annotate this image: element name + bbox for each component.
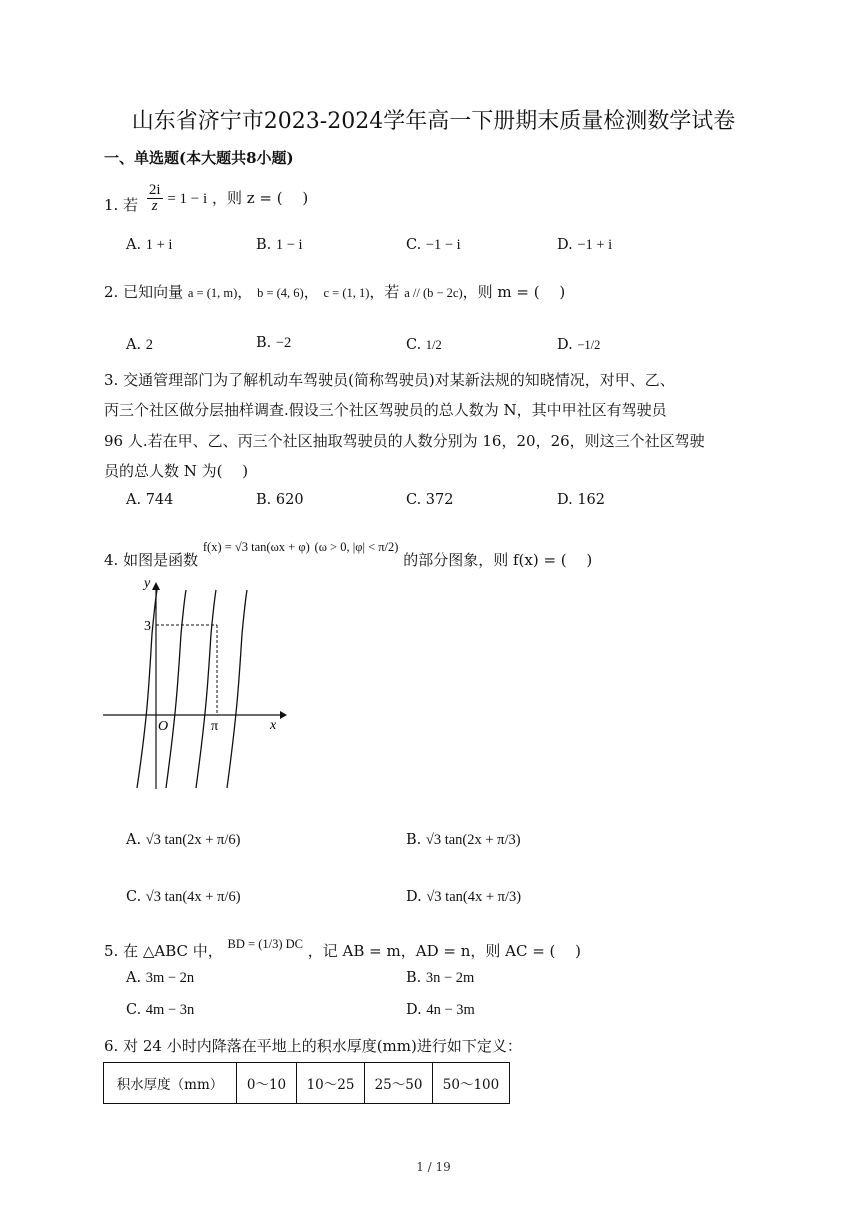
q4-option-b[interactable]: B. √3 tan(2x + π/3) <box>406 832 521 848</box>
question-5: 5. 在 △ABC 中， $^{BD = (1/3) DC}$ ，记 AB = m，AD = n，则 AC = ( ) <box>104 937 582 960</box>
q5-option-a[interactable]: A. 3m − 2n <box>126 970 195 986</box>
question-6: 6. 对 24 小时内降落在平地上的积水厚度(mm)进行如下定义： <box>104 1037 522 1055</box>
tan-branch-3 <box>196 590 219 788</box>
q1-frac-num: 2i <box>148 181 161 198</box>
q2-vec-a: a = (1, m) <box>187 286 238 300</box>
q1-fraction <box>147 183 163 216</box>
q5-option-b[interactable]: B. 3n − 2m <box>406 970 475 986</box>
y-tick-label: 3 <box>144 619 151 634</box>
q4-condition: (ω > 0, |φ| < π/2) <box>314 540 399 554</box>
q2-option-c[interactable]: C. 1/2 <box>406 337 442 353</box>
q3-line-2: 丙三个社区做分层抽样调查.假设三个社区驾驶员的总人数为 N，其中甲社区有驾驶员 <box>104 401 667 419</box>
page-title: 山东省济宁市2023-2024学年高一下册期末质量检测数学试卷 <box>131 109 736 134</box>
q3-option-b[interactable]: B. 620 <box>256 492 304 508</box>
tan-branch-2 <box>166 590 186 788</box>
q3-option-d[interactable]: D. 162 <box>557 492 606 508</box>
tangent-graph <box>100 574 290 794</box>
q3-line-3: 96 人.若在甲、乙、丙三个社区抽取驾驶员的人数分别为 16，20，26，则这三个社区驾驶 <box>104 432 705 450</box>
q2-vec-b: b = (4, 6) <box>257 286 304 300</box>
q1-option-c[interactable]: C. −1 − i <box>406 237 461 253</box>
q4-option-d[interactable]: D. √3 tan(4x + π/3) <box>406 889 522 905</box>
x-axis-arrow-icon <box>280 711 287 719</box>
x-axis-label: x <box>270 718 277 733</box>
q1-frac-den: z <box>151 198 158 215</box>
q3-line-1: 3. 交通管理部门为了解机动车驾驶员(简称驾驶员)对某新法规的知晓情况，对甲、乙、 <box>104 371 675 389</box>
q1-option-b[interactable]: B. 1 − i <box>256 237 303 253</box>
q1-tail: ，则 z = ( ) <box>211 188 309 207</box>
page-number: 1 / 19 <box>416 1160 451 1174</box>
table-cell: 0～10 <box>237 1063 297 1104</box>
q2-option-b[interactable]: B. −2 <box>256 335 292 351</box>
q3-line-4: 员的总人数 N 为( ) <box>104 462 249 480</box>
q2-vec-c: c = (1, 1) <box>323 286 370 300</box>
q1-option-a[interactable]: A. 1 + i <box>126 237 173 253</box>
table-row <box>104 1063 510 1104</box>
table-cell: 25～50 <box>365 1063 433 1104</box>
question-4: 4. 如图是函数 $^{f(x) = √3 tan(\omega x + \varphi)}$ $^{(\omega > 0, |\varphi| < \pi/2)}$ 的部分图象，则 f(x) = ( ) <box>104 540 593 569</box>
question-2: 2. 已知向量 a = (1, m)， b = (4, 6)， c = (1, 1)，若 a // (b − 2c)，则 m = ( ) <box>104 283 566 301</box>
q1-rhs: = 1 − i <box>167 190 208 207</box>
q1-number: 1. 若 <box>104 196 139 214</box>
q5-option-c[interactable]: C. 4m − 3n <box>126 1002 195 1018</box>
q5-option-d[interactable]: D. 4n − 3m <box>406 1002 475 1018</box>
q3-option-a[interactable]: A. 744 <box>126 492 174 508</box>
origin-label: O <box>158 719 169 734</box>
q5-condition: BD = (1/3) DC <box>227 937 303 951</box>
q4-function: f(x) = √3 tan(ωx + φ) <box>202 540 310 554</box>
table-cell: 50～100 <box>433 1063 510 1104</box>
table-cell: 积水厚度（mm） <box>104 1063 237 1104</box>
tan-branch-4 <box>227 590 247 788</box>
q3-option-c[interactable]: C. 372 <box>406 492 454 508</box>
x-tick-label: π <box>211 719 219 734</box>
q2-option-a[interactable]: A. 2 <box>126 337 153 353</box>
q2-condition: a // (b − 2c) <box>404 286 463 300</box>
section-heading: 一、单选题(本大题共8小题) <box>104 149 294 167</box>
q4-option-a[interactable]: A. √3 tan(2x + π/6) <box>126 832 241 848</box>
y-axis-arrow-icon <box>152 582 160 590</box>
rainfall-table <box>103 1062 510 1104</box>
q2-option-d[interactable]: D. −1/2 <box>557 337 601 353</box>
table-cell: 10～25 <box>297 1063 365 1104</box>
q4-option-c[interactable]: C. √3 tan(4x + π/6) <box>126 889 241 905</box>
question-1 <box>104 180 308 215</box>
y-axis-label: y <box>144 576 151 591</box>
q1-option-d[interactable]: D. −1 + i <box>557 237 613 253</box>
